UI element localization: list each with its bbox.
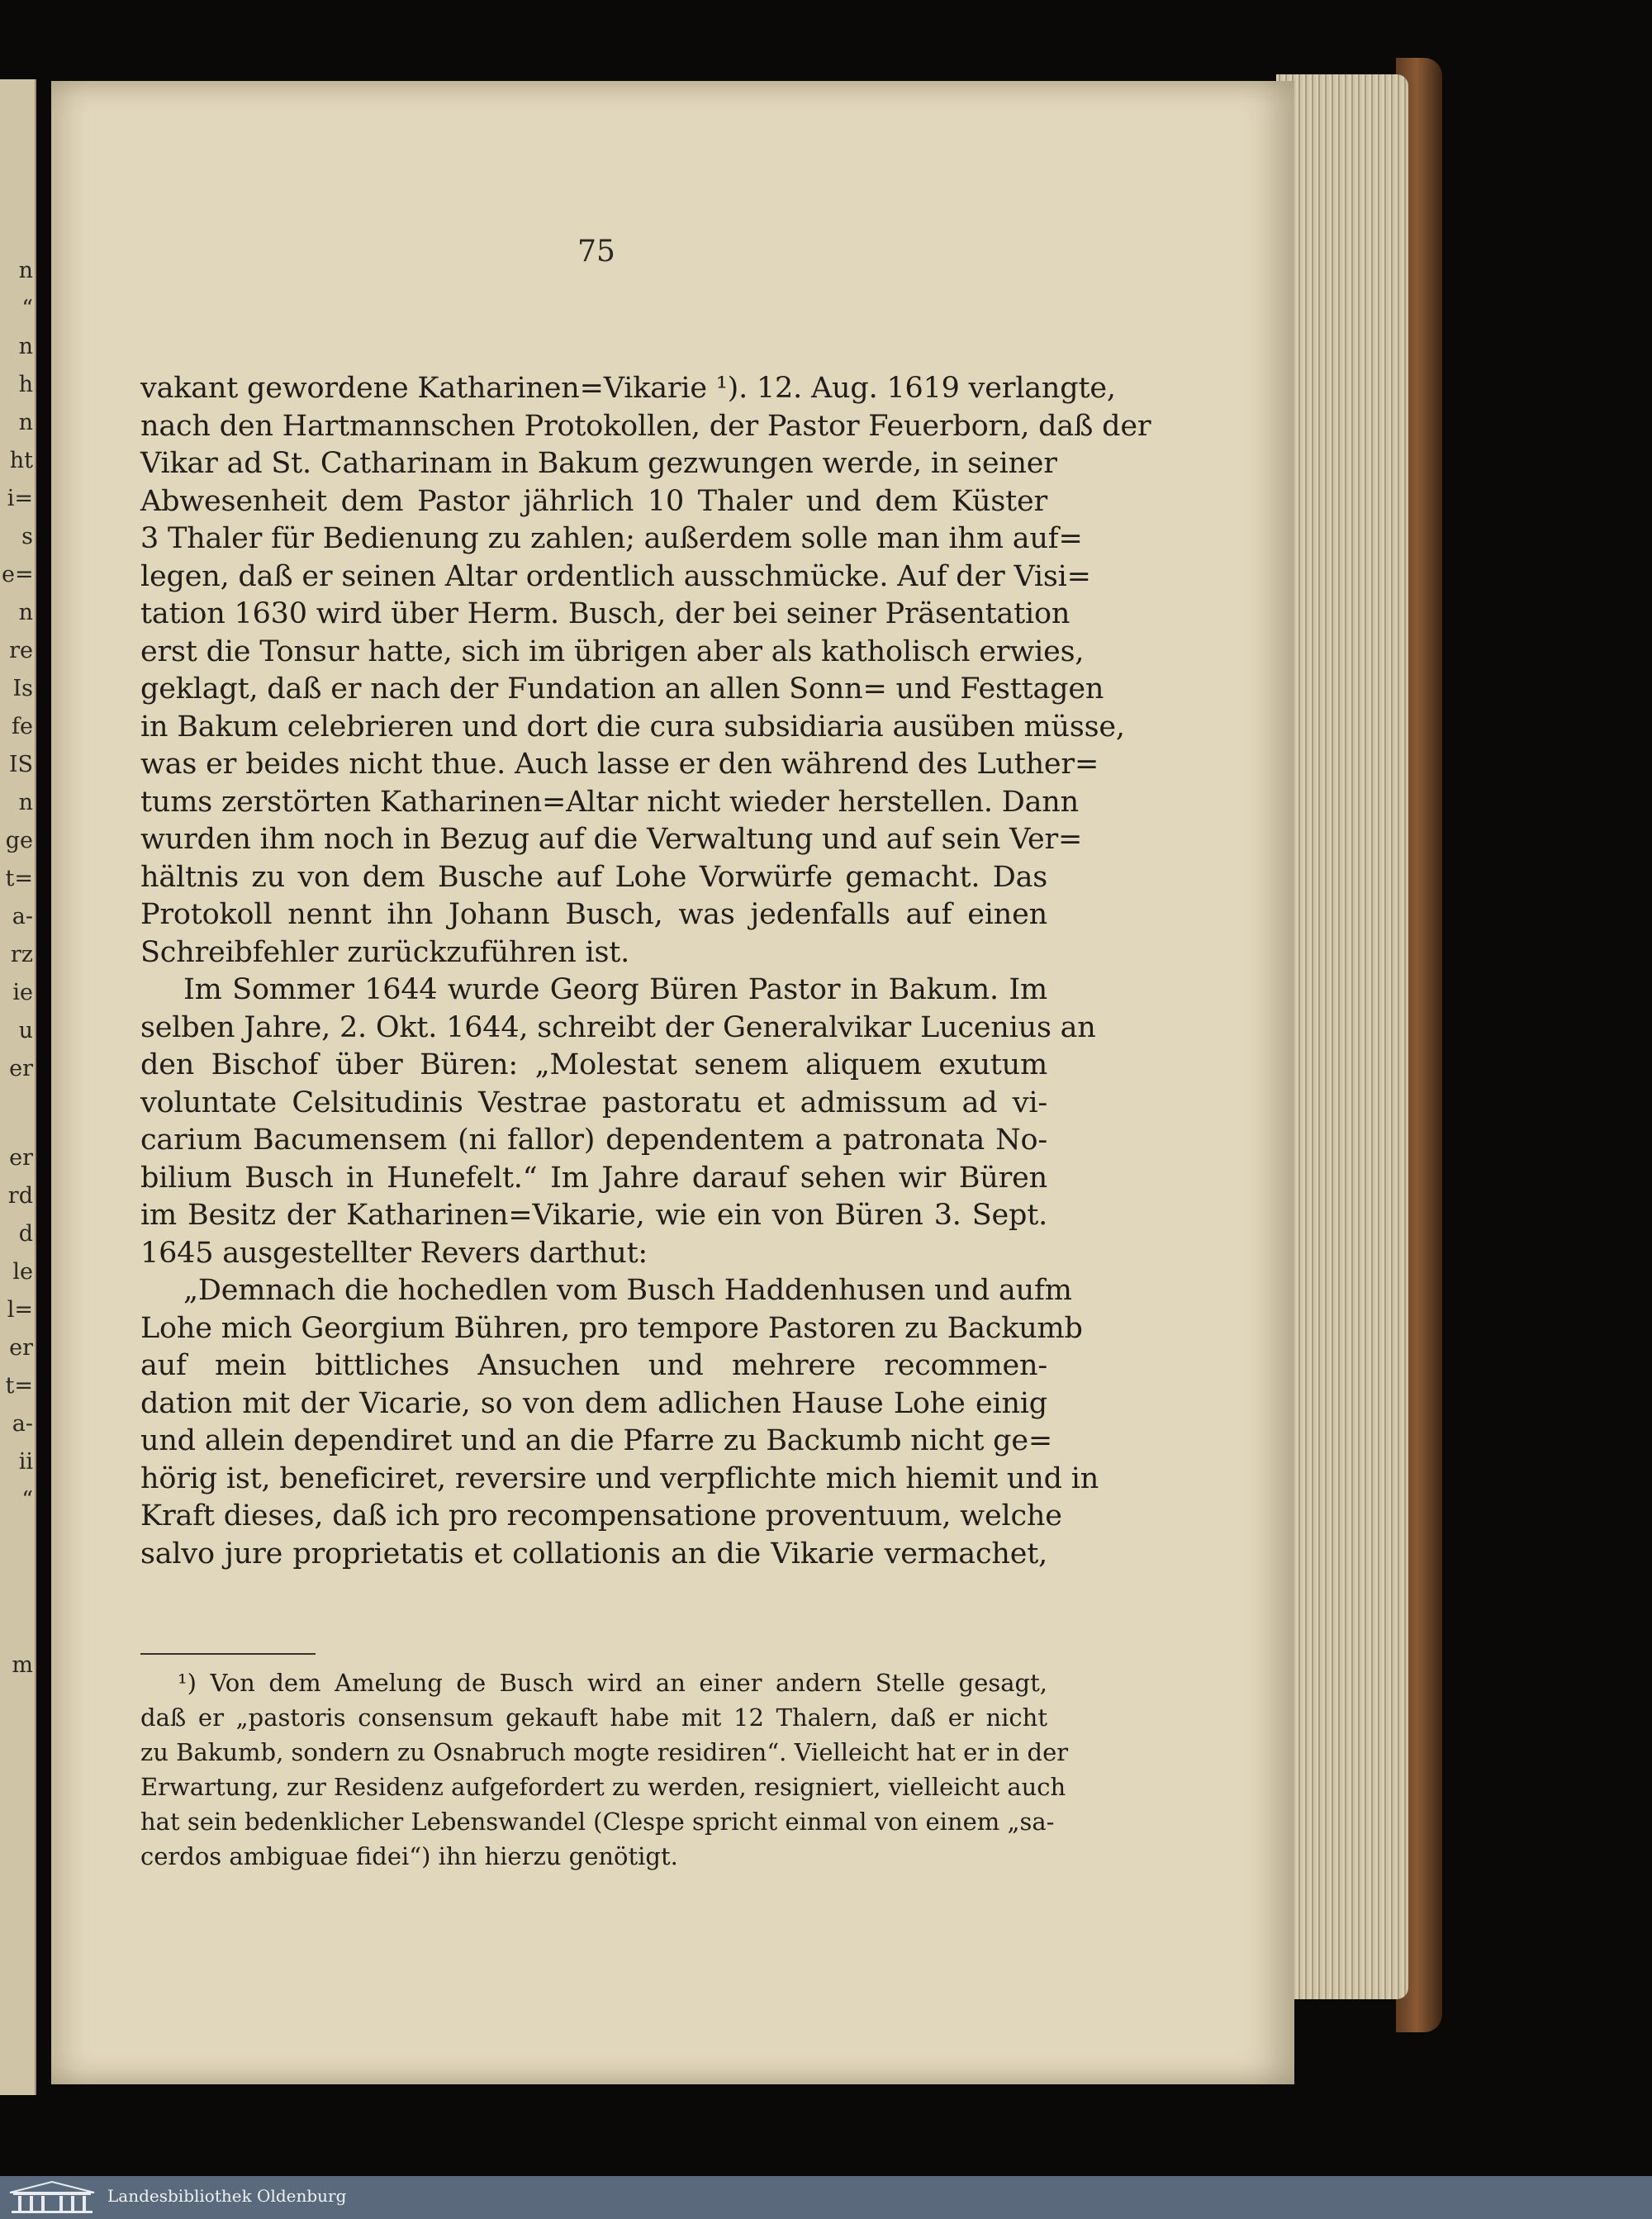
footnote-line: zu Bakumb, sondern zu Osnabruch mogte residiren“. Vielleicht hat er in der <box>140 1738 1069 1766</box>
previous-page-fragment: a- <box>12 904 33 929</box>
footnote-divider <box>140 1653 316 1655</box>
footnotes <box>140 1665 1069 1874</box>
previous-page-fragment: d <box>18 1221 33 1247</box>
previous-page-fragment: ie <box>12 980 33 1005</box>
previous-page-fragment: le <box>12 1259 33 1285</box>
footnote-line: cerdos ambiguae fidei“) ihn hierzu genötigt. <box>140 1842 678 1870</box>
previous-page-fragment: n <box>18 410 33 435</box>
text-line: Kraft dieses, daß ich pro recompensatione proventuum, welche <box>140 1499 1062 1532</box>
text-line: erst die Tonsur hatte, sich im übrigen aber als katholisch erwies, <box>140 634 1085 668</box>
previous-page-fragment: “ <box>21 296 33 321</box>
text-line: 3 Thaler für Bedienung zu zahlen; außerdem solle man ihm auf= <box>140 522 1083 555</box>
text-line: dation mit der Vicarie, so von dem adlichen Hause Lohe einig <box>140 1386 1047 1420</box>
text-line: und allein dependiret und an die Pfarre zu Backumb nicht ge= <box>140 1424 1052 1457</box>
text-line: selben Jahre, 2. Okt. 1644, schreibt der Generalvikar Lucenius an <box>140 1010 1096 1044</box>
previous-page-fragment: u <box>18 1018 33 1043</box>
previous-page-edge <box>0 79 36 2095</box>
text-line: hörig ist, beneficiret, reversire und verpflichte mich hiemit und in <box>140 1461 1099 1495</box>
text-line: 1645 ausgestellter Revers darthut: <box>140 1236 648 1270</box>
previous-page-fragment: Is <box>12 676 33 701</box>
previous-page-fragment: “ <box>21 1487 33 1513</box>
text-line: Abwesenheit dem Pastor jährlich 10 Thaler und dem Küster <box>140 484 1047 518</box>
text-line: nach den Hartmannschen Protokollen, der Pastor Feuerborn, daß der <box>140 409 1151 443</box>
text-line: Im Sommer 1644 wurde Georg Büren Pastor in Bakum. Im <box>183 973 1047 1006</box>
library-name: Landesbibliothek Oldenburg <box>107 2186 347 2206</box>
previous-page-fragment: e= <box>2 562 34 587</box>
text-line: tation 1630 wird über Herm. Busch, der bei seiner Präsentation <box>140 597 1070 630</box>
book-page <box>51 81 1294 2084</box>
text-line: „Demnach die hochedlen vom Busch Haddenhusen und aufm <box>183 1274 1072 1307</box>
previous-page-fragment: a- <box>12 1411 33 1437</box>
text-line: Protokoll nennt ihn Johann Busch, was jedenfalls auf einen <box>140 898 1047 931</box>
previous-page-fragment: n <box>18 600 33 625</box>
previous-page-fragment: ii <box>18 1449 33 1475</box>
footer-bar <box>0 2176 1652 2219</box>
previous-page-fragment: t= <box>5 1373 33 1399</box>
text-line: im Besitz der Katharinen=Vikarie, wie ein von Büren 3. Sept. <box>140 1199 1047 1232</box>
previous-page-fragment: ht <box>9 448 33 473</box>
footnote-line: hat sein bedenklicher Lebenswandel (Clespe spricht einmal von einem „sa- <box>140 1808 1055 1836</box>
previous-page-fragment: re <box>9 638 33 663</box>
previous-page-fragment: ge <box>5 828 33 853</box>
text-line: tums zerstörten Katharinen=Altar nicht wieder herstellen. Dann <box>140 785 1079 819</box>
text-line: Lohe mich Georgium Bühren, pro tempore Pastoren zu Backumb <box>140 1311 1083 1345</box>
previous-page-fragment: fe <box>12 714 33 739</box>
body-text <box>140 370 1151 1573</box>
previous-page-fragment: er <box>9 1056 33 1081</box>
text-line: carium Bacumensem (ni fallor) dependentem a patronata No- <box>140 1124 1047 1157</box>
footnote-line: ¹) Von dem Amelung de Busch wird an einer andern Stelle gesagt, <box>178 1669 1047 1697</box>
text-line: bilium Busch in Hunefelt.“ Im Jahre darauf sehen wir Büren <box>140 1161 1047 1195</box>
page-number: 75 <box>577 235 615 268</box>
previous-page-fragment: m <box>12 1652 33 1678</box>
previous-page-fragment: l= <box>7 1297 33 1323</box>
text-line: Schreibfehler zurückzuführen ist. <box>140 935 630 969</box>
text-line: hältnis zu von dem Busche auf Lohe Vorwürfe gemacht. Das <box>140 860 1047 894</box>
footnote-line: Erwartung, zur Residenz aufgefordert zu werden, resigniert, vielleicht auch <box>140 1773 1066 1801</box>
previous-page-fragment: t= <box>5 866 33 891</box>
text-line: wurden ihm noch in Bezug auf die Verwaltung und auf sein Ver= <box>140 823 1083 856</box>
previous-page-fragment: h <box>18 372 33 397</box>
previous-page-fragment: n <box>18 334 33 359</box>
previous-page-fragment: er <box>9 1145 33 1171</box>
text-line: voluntate Celsitudinis Vestrae pastoratu et admissum ad vi- <box>140 1086 1047 1119</box>
text-line: vakant gewordene Katharinen=Vikarie ¹). 12. Aug. 1619 verlangte, <box>140 372 1116 405</box>
page-stack-edges <box>1276 74 1408 1999</box>
footnote-line: daß er „pastoris consensum gekauft habe mit 12 Thalern, daß er nicht <box>140 1703 1047 1732</box>
previous-page-fragment: rz <box>10 942 33 967</box>
text-line: was er beides nicht thue. Auch lasse er den während des Luther= <box>140 748 1099 781</box>
library-building-logo-icon <box>7 2179 97 2216</box>
previous-page-fragment: n <box>18 790 33 815</box>
previous-page-fragment: rd <box>7 1183 33 1209</box>
previous-page-fragment: n <box>18 258 33 283</box>
text-line: in Bakum celebrieren und dort die cura subsidiaria ausüben müsse, <box>140 710 1125 744</box>
text-line: geklagt, daß er nach der Fundation an allen Sonn= und Festtagen <box>140 672 1104 706</box>
text-line: den Bischof über Büren: „Molestat senem aliquem exutum <box>140 1048 1047 1081</box>
previous-page-fragment: s <box>21 524 33 549</box>
text-line: Vikar ad St. Catharinam in Bakum gezwungen werde, in seiner <box>140 447 1057 480</box>
previous-page-fragment: i= <box>7 486 33 511</box>
previous-page-fragment: IS <box>8 752 33 777</box>
text-line: legen, daß er seinen Altar ordentlich ausschmücke. Auf der Visi= <box>140 559 1091 593</box>
previous-page-fragment: er <box>9 1335 33 1361</box>
text-line: auf mein bittliches Ansuchen und mehrere recommen- <box>140 1349 1047 1382</box>
text-line: salvo jure proprietatis et collationis an die Vikarie vermachet, <box>140 1537 1047 1570</box>
